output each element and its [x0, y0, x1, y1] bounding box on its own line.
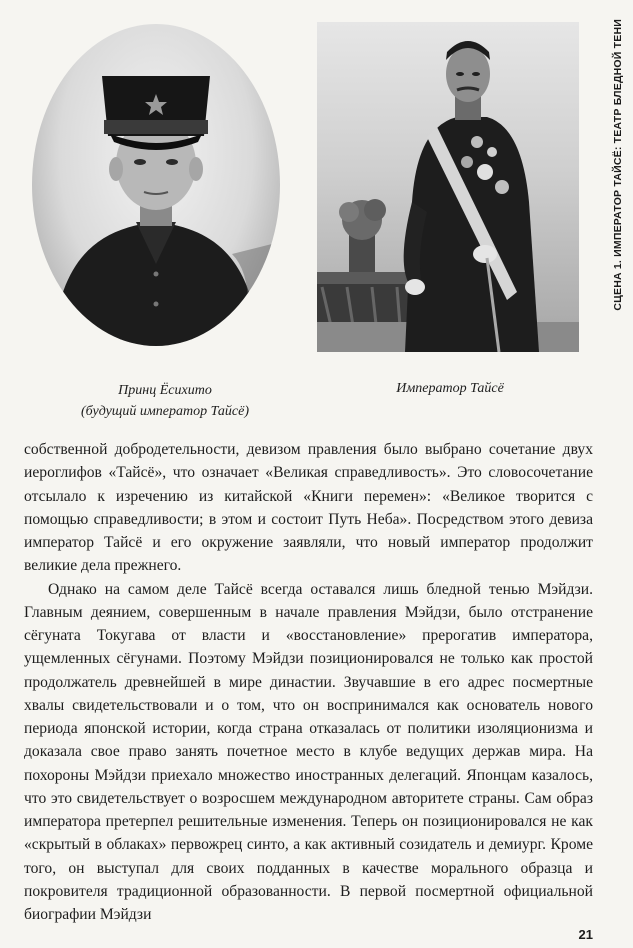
portrait-emperor-illustration [317, 22, 579, 352]
caption-emperor-line: Император Тайсё [396, 381, 504, 396]
page-number: 21 [578, 927, 593, 942]
caption-prince-yoshihito [40, 380, 290, 422]
caption-prince-line2: (будущий император Тайсё) [81, 404, 249, 419]
portrait-emperor-taisho [317, 22, 579, 352]
body-text [24, 438, 593, 926]
caption-prince-line1: Принц Ёсихито [118, 383, 212, 398]
portrait-prince-yoshihito [32, 24, 280, 346]
portrait-prince-illustration [32, 24, 280, 346]
running-header-text: СЦЕНА 1. ИМПЕРАТОР ТАЙСЁ: ТЕАТР БЛЕДНОЙ ТЕНИ [612, 19, 624, 311]
paragraph-2: Однако на самом деле Тайсё всегда оставался лишь бледной тенью Мэйдзи. Главным деянием, совершенным в начале правления Мэйдзи, было отстранение сёгуната Токугава от власти и «восстановление» прерогатив императора, ущемленных сёгунами. Поэтому Мэйдзи позиционировался не только как простой продолжатель древнейшей в мире династии. Звучавшие в его адрес посмертные хвалы свидетельствовали и о том, что он воспринимался как основатель нового периода японской истории, когда страна отказалась от политики изоляционизма и доказала свое право занять почетное место в клубе ведущих держав мира. На похороны Мэйдзи приехало множество иностранных делегаций. Японцам казалось, что это свидетельствует о возросшем международном авторитете страны. Сам образ императора претерпел решительные изменения. Теперь он позиционировался не как «скрытый в облаках» первожрец синто, а как активный созидатель и демиург. Кроме того, он выступал для своих подданных в качестве морального образца и покровителя традиционной образованности. В первой посмертной официальной биографии Мэйдзи [24, 580, 593, 923]
running-header [607, 0, 629, 330]
caption-emperor-taisho [340, 378, 560, 399]
paragraph-1: собственной добродетельности, девизом правления было выбрано сочетание двух иероглифов «Тайсё», что означает «Великая справедливость». Это словосочетание отсылало к изречению из китайской «Книги перемен»: «Великое творится с помощью справедливости; в этом и состоит Путь Неба». Посредством этого девиза император Тайсё и его окружение заявляли, что новый император продолжит великие дела прежнего. [24, 441, 593, 575]
